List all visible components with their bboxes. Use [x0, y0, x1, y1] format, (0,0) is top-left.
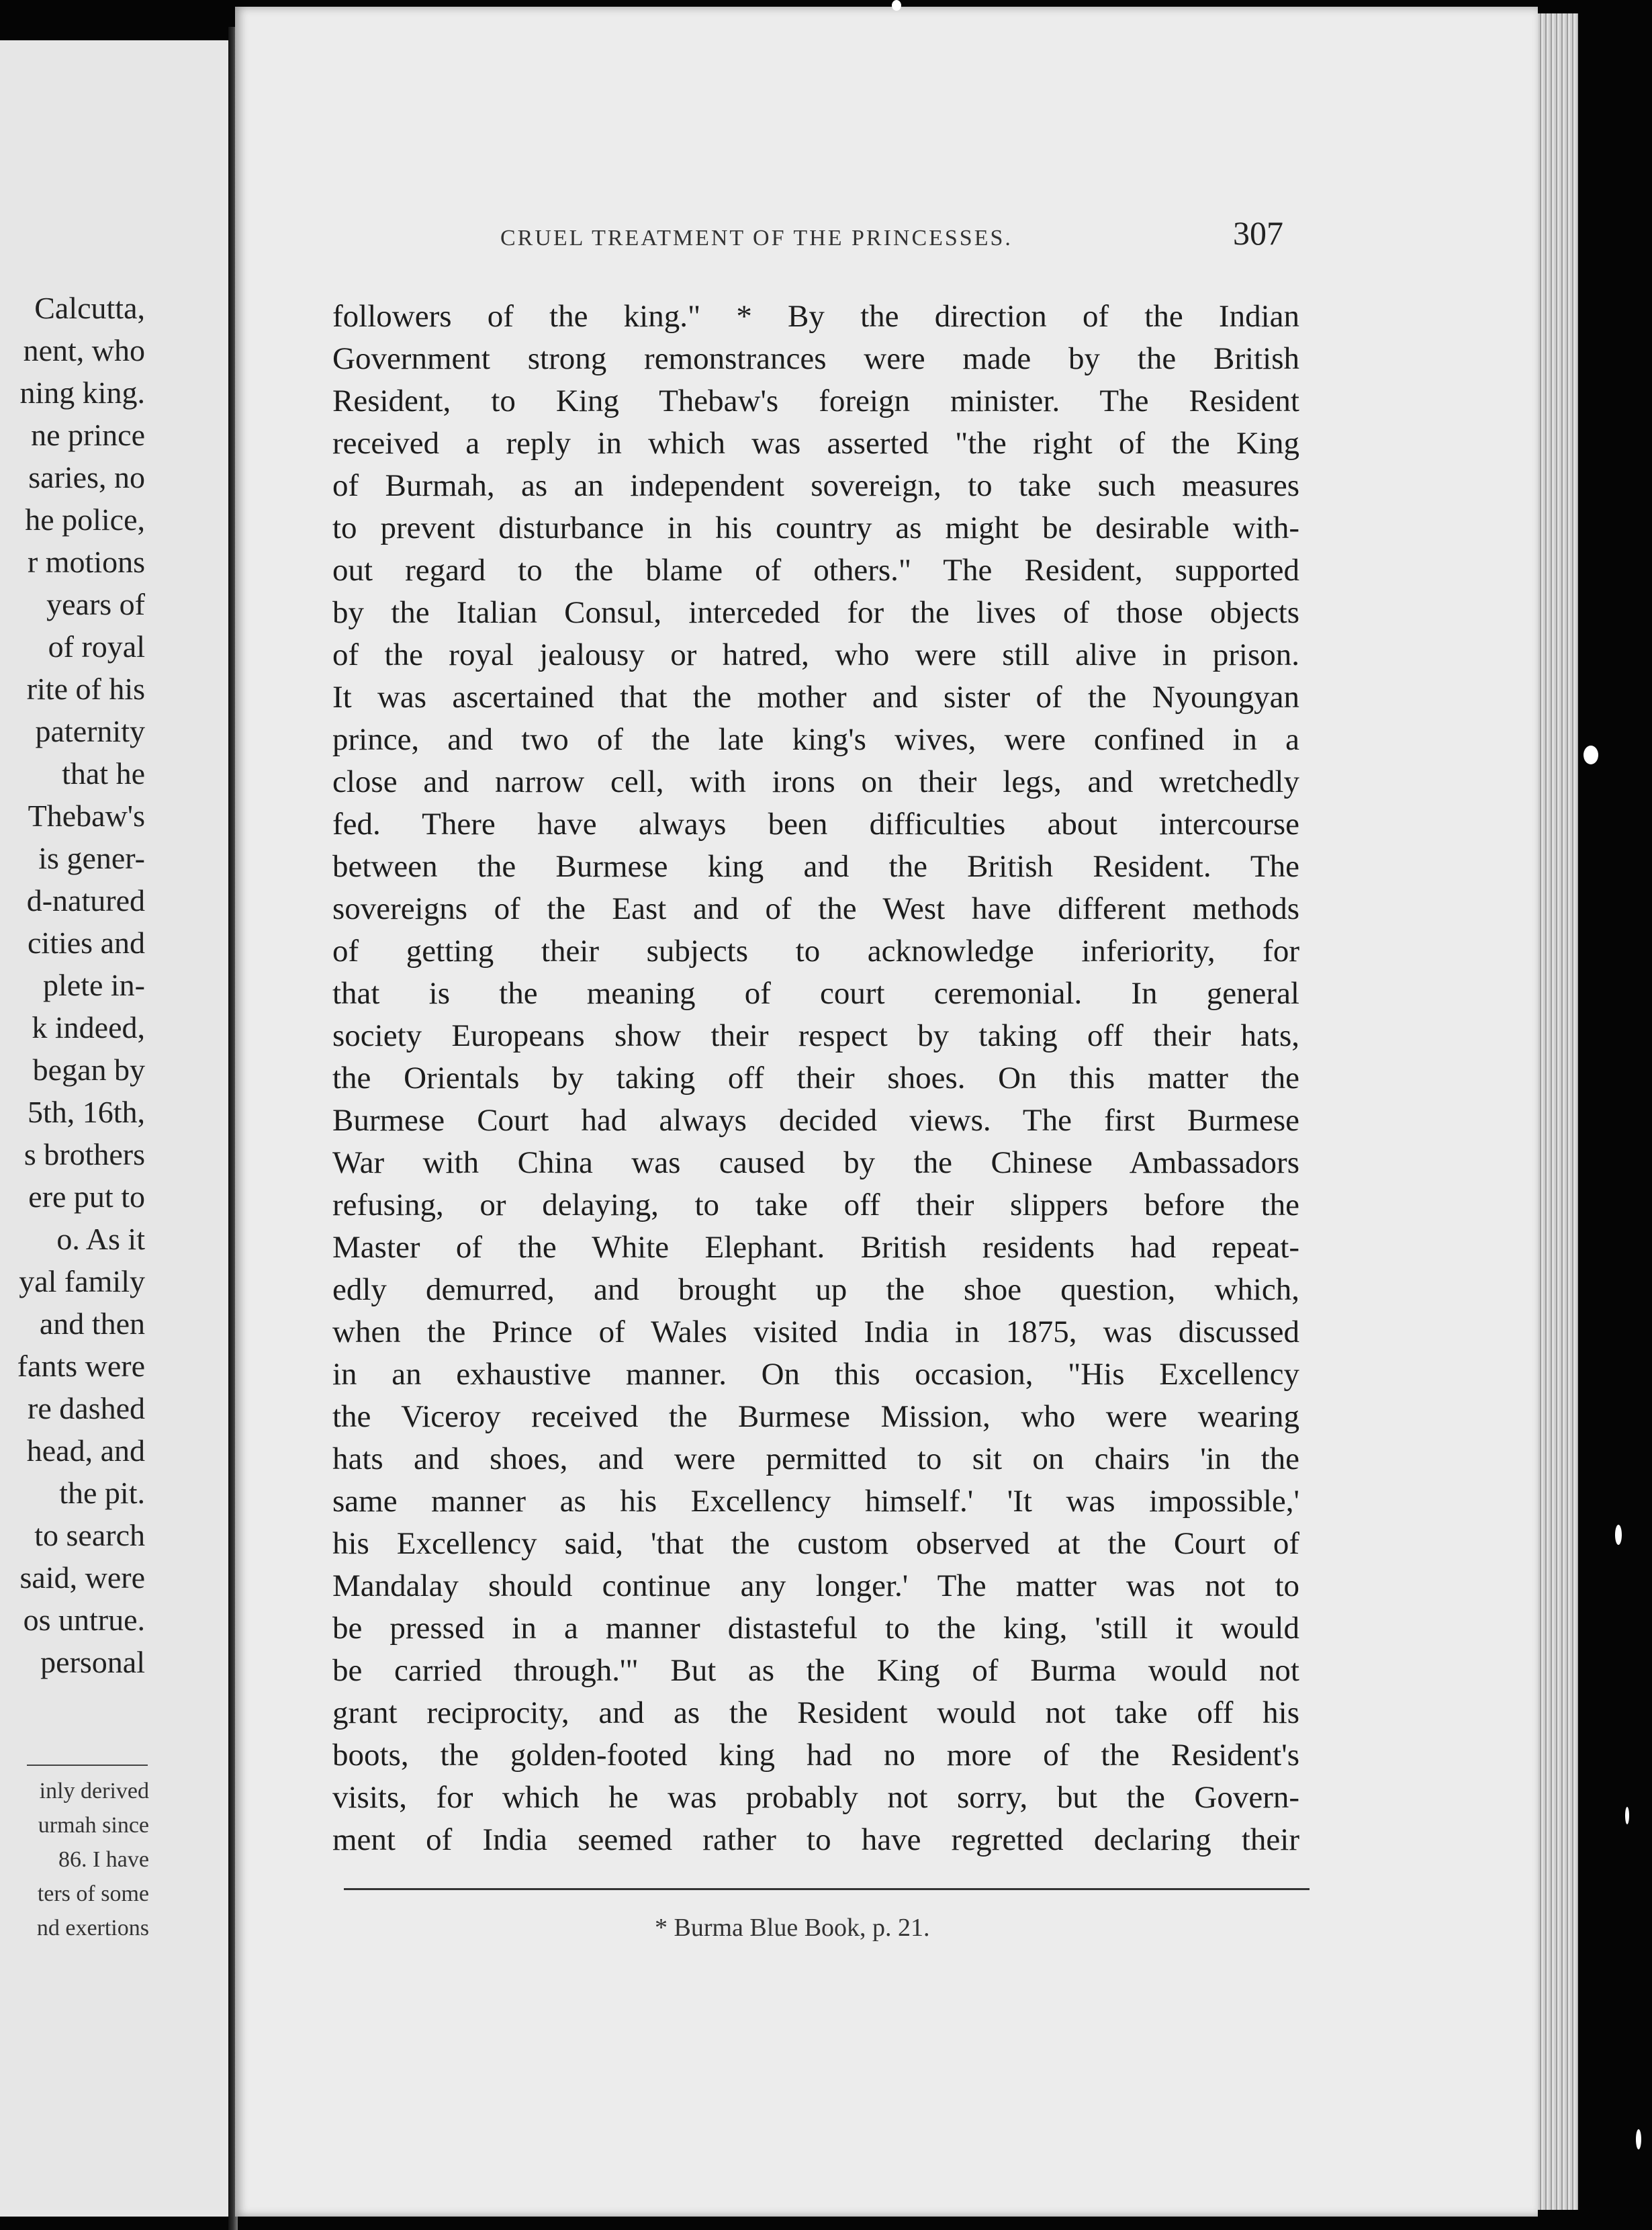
- body-line: visits, for which he was probably not sorry, but the Govern-: [332, 1780, 1299, 1815]
- left-page-line: head, and: [26, 1433, 145, 1468]
- left-page-line: Calcutta,: [34, 291, 145, 325]
- left-page-line: the pit.: [59, 1476, 145, 1510]
- body-line: It was ascertained that the mother and sister of the Nyoungyan: [332, 680, 1299, 715]
- body-text: [332, 296, 1299, 1861]
- left-page-line: d-natured: [26, 883, 145, 918]
- body-line: followers of the king." * By the direction of the Indian: [332, 299, 1299, 334]
- left-page-line: fants were: [17, 1349, 145, 1383]
- page-edge-stack: [1538, 13, 1578, 2210]
- body-line: between the Burmese king and the British Resident. The: [332, 849, 1299, 884]
- left-page-line: personal: [40, 1645, 145, 1679]
- dust-speck: [1584, 746, 1598, 764]
- left-page-line: saries, no: [28, 460, 145, 494]
- body-line: to prevent disturbance in his country as might be desirable with-: [332, 510, 1299, 545]
- left-page-line: nent, who: [23, 333, 145, 367]
- left-page-line: k indeed,: [32, 1010, 145, 1044]
- left-page-line: os untrue.: [23, 1603, 145, 1637]
- body-line: hats and shoes, and were permitted to sit on chairs 'in the: [332, 1441, 1299, 1476]
- body-line: Government strong remonstrances were made by the British: [332, 341, 1299, 376]
- left-page-line: ning king.: [19, 375, 145, 410]
- body-line: sovereigns of the East and of the West have different methods: [332, 891, 1299, 926]
- body-line: ment of India seemed rather to have regretted declaring their: [332, 1822, 1299, 1857]
- page-number: 307: [1233, 214, 1283, 252]
- left-page-line: began by: [32, 1053, 145, 1087]
- left-page-line: paternity: [35, 714, 145, 748]
- left-footnote-line: ters of some: [37, 1881, 149, 1906]
- left-page-line: s brothers: [24, 1137, 145, 1171]
- body-line: prince, and two of the late king's wives, were confined in a: [332, 722, 1299, 757]
- body-line: Burmese Court had always decided views. The first Burmese: [332, 1103, 1299, 1138]
- body-line: that is the meaning of court ceremonial. In general: [332, 976, 1299, 1011]
- body-line: his Excellency said, 'that the custom observed at the Court of: [332, 1526, 1299, 1561]
- body-line: be carried through.'" But as the King of Burma would not: [332, 1653, 1299, 1688]
- left-page-line: he police,: [25, 502, 145, 537]
- left-page-line: years of: [46, 587, 145, 621]
- body-line: same manner as his Excellency himself.' 'It was impossible,': [332, 1484, 1299, 1519]
- body-line: of Burmah, as an independent sovereign, to take such measures: [332, 468, 1299, 503]
- left-page-line: o. As it: [56, 1222, 145, 1256]
- left-footnote-rule: [27, 1765, 148, 1766]
- body-line: War with China was caused by the Chinese Ambassadors: [332, 1145, 1299, 1180]
- body-line: in an exhaustive manner. On this occasion, "His Excellency: [332, 1357, 1299, 1392]
- left-page-line: Thebaw's: [28, 799, 145, 833]
- left-page-line: ne prince: [31, 418, 145, 452]
- body-line: Resident, to King Thebaw's foreign minister. The Resident: [332, 384, 1299, 418]
- left-page-line: cities and: [28, 926, 145, 960]
- footnote: * Burma Blue Book, p. 21.: [655, 1914, 930, 1942]
- footnote-rule: [344, 1888, 1310, 1890]
- left-page-line: r motions: [27, 545, 145, 579]
- body-line: the Orientals by taking off their shoes. On this matter the: [332, 1061, 1299, 1096]
- body-line: fed. There have always been difficulties about intercourse: [332, 807, 1299, 842]
- dust-speck: [1615, 1525, 1622, 1545]
- body-line: received a reply in which was asserted "the right of the King: [332, 426, 1299, 461]
- body-line: of getting their subjects to acknowledge inferiority, for: [332, 934, 1299, 969]
- body-line: grant reciprocity, and as the Resident would not take off his: [332, 1695, 1299, 1730]
- dust-speck: [1625, 1807, 1629, 1824]
- left-page-line: to search: [34, 1518, 145, 1552]
- body-line: when the Prince of Wales visited India in 1875, was discussed: [332, 1314, 1299, 1349]
- body-line: close and narrow cell, with irons on their legs, and wretchedly: [332, 764, 1299, 799]
- left-footnote-line: inly derived: [39, 1779, 149, 1803]
- body-line: Mandalay should continue any longer.' The matter was not to: [332, 1568, 1299, 1603]
- left-page-line: rite of his: [26, 672, 145, 706]
- body-line: be pressed in a manner distasteful to the king, 'still it would: [332, 1611, 1299, 1646]
- left-page-fragment: [0, 40, 228, 2217]
- body-line: of the royal jealousy or hatred, who were still alive in prison.: [332, 637, 1299, 672]
- dust-speck: [892, 0, 901, 11]
- left-page-line: yal family: [19, 1264, 145, 1298]
- left-footnote-line: urmah since: [38, 1813, 149, 1838]
- left-page-line: that he: [62, 756, 145, 791]
- left-page-line: and then: [39, 1306, 145, 1341]
- body-line: by the Italian Consul, interceded for the lives of those objects: [332, 595, 1299, 630]
- body-line: the Viceroy received the Burmese Mission, who were wearing: [332, 1399, 1299, 1434]
- body-line: society Europeans show their respect by taking off their hats,: [332, 1018, 1299, 1053]
- body-line: Master of the White Elephant. British residents had repeat-: [332, 1230, 1299, 1265]
- body-line: boots, the golden-footed king had no more of the Resident's: [332, 1738, 1299, 1773]
- left-page-line: of royal: [48, 629, 145, 664]
- left-page-line: re dashed: [28, 1391, 145, 1425]
- left-page-line: plete in-: [43, 968, 145, 1002]
- dust-speck: [1636, 2129, 1641, 2149]
- left-page-line: said, were: [19, 1560, 145, 1595]
- left-page-line: is gener-: [38, 841, 145, 875]
- left-page-line: 5th, 16th,: [27, 1095, 145, 1129]
- body-line: edly demurred, and brought up the shoe question, which,: [332, 1272, 1299, 1307]
- running-title: CRUEL TREATMENT OF THE PRINCESSES.: [500, 226, 1013, 251]
- body-line: out regard to the blame of others." The Resident, supported: [332, 553, 1299, 588]
- left-footnote-line: 86. I have: [58, 1847, 149, 1872]
- left-footnote-line: nd exertions: [36, 1916, 149, 1941]
- body-line: refusing, or delaying, to take off their slippers before the: [332, 1188, 1299, 1222]
- left-page-line: ere put to: [28, 1179, 145, 1214]
